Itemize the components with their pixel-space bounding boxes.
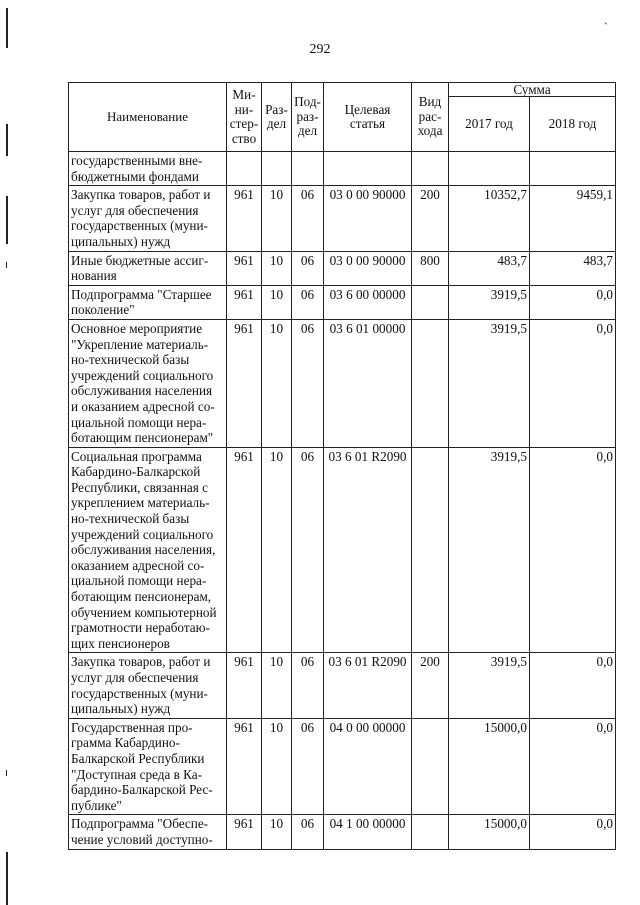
- row-sum-2018: 0,0: [530, 718, 616, 815]
- row-section: 10: [262, 251, 292, 285]
- row-name: Закупка товаров, работ и услуг для обеспечения государственных (муни- ципальных) нужд: [69, 186, 227, 251]
- header-ministry: Ми- ни- стер- ство: [227, 83, 262, 152]
- row-ministry: 961: [227, 186, 262, 251]
- row-expense-type: [412, 718, 449, 815]
- row-subsection: 06: [292, 319, 324, 447]
- header-name: Наименование: [69, 83, 227, 152]
- row-sum-2018: 483,7: [530, 251, 616, 285]
- table-row: [69, 319, 616, 447]
- row-section: 10: [262, 186, 292, 251]
- row-ministry: 961: [227, 285, 262, 319]
- row-sum-2018: [530, 152, 616, 186]
- margin-mark: [6, 124, 8, 156]
- row-ministry: 961: [227, 319, 262, 447]
- row-name: Подпрограмма "Обеспе- чение условий доступно-: [69, 815, 227, 849]
- row-section: 10: [262, 285, 292, 319]
- row-section: [262, 152, 292, 186]
- row-target-article: 03 6 01 00000: [324, 319, 412, 447]
- row-expense-type: [412, 152, 449, 186]
- row-ministry: 961: [227, 718, 262, 815]
- row-target-article: 03 6 01 R2090: [324, 447, 412, 653]
- header-sum: Сумма: [449, 83, 616, 97]
- row-expense-type: 200: [412, 186, 449, 251]
- row-subsection: 06: [292, 718, 324, 815]
- row-sum-2018: 0,0: [530, 447, 616, 653]
- row-sum-2017: 15000,0: [449, 718, 530, 815]
- row-subsection: [292, 152, 324, 186]
- table-row: [69, 251, 616, 285]
- row-name: Социальная программа Кабардино-Балкарской Республики, связанная с укреплением материаль- но-технической базы учреждений социального обслуживания населения, оказанием адресной со- циальной помощи нера- ботающим пенсионерам, обучением компьютерной грамотности неработаю- щих пенсионеров: [69, 447, 227, 653]
- row-subsection: 06: [292, 285, 324, 319]
- row-sum-2018: 9459,1: [530, 186, 616, 251]
- row-target-article: 03 6 01 R2090: [324, 653, 412, 718]
- row-expense-type: [412, 815, 449, 849]
- row-name: Подпрограмма "Старшее поколение": [69, 285, 227, 319]
- row-section: 10: [262, 815, 292, 849]
- row-sum-2018: 0,0: [530, 815, 616, 849]
- row-expense-type: [412, 319, 449, 447]
- row-sum-2017: 3919,5: [449, 285, 530, 319]
- row-target-article: 04 1 00 00000: [324, 815, 412, 849]
- header-section: Раз- дел: [262, 83, 292, 152]
- row-expense-type: [412, 285, 449, 319]
- row-name: Закупка товаров, работ и услуг для обеспечения государственных (муни- ципальных) нужд: [69, 653, 227, 718]
- row-sum-2018: 0,0: [530, 653, 616, 718]
- row-sum-2017: 3919,5: [449, 653, 530, 718]
- header-year-2018: 2018 год: [530, 97, 616, 152]
- row-sum-2017: 3919,5: [449, 447, 530, 653]
- row-subsection: 06: [292, 447, 324, 653]
- row-sum-2018: 0,0: [530, 319, 616, 447]
- margin-mark: [6, 262, 7, 268]
- budget-table: [68, 82, 616, 850]
- row-subsection: 06: [292, 251, 324, 285]
- margin-mark: [6, 770, 7, 776]
- row-expense-type: 200: [412, 653, 449, 718]
- row-subsection: 06: [292, 815, 324, 849]
- row-sum-2017: 483,7: [449, 251, 530, 285]
- row-ministry: [227, 152, 262, 186]
- row-target-article: [324, 152, 412, 186]
- table-row: [69, 447, 616, 653]
- row-section: 10: [262, 653, 292, 718]
- row-section: 10: [262, 319, 292, 447]
- header-year-2017: 2017 год: [449, 97, 530, 152]
- row-target-article: 03 0 00 90000: [324, 186, 412, 251]
- row-section: 10: [262, 447, 292, 653]
- row-target-article: 04 0 00 00000: [324, 718, 412, 815]
- row-name: Иные бюджетные ассиг- нования: [69, 251, 227, 285]
- row-target-article: 03 0 00 90000: [324, 251, 412, 285]
- table-row: [69, 718, 616, 815]
- row-expense-type: 800: [412, 251, 449, 285]
- row-subsection: 06: [292, 186, 324, 251]
- row-sum-2017: 10352,7: [449, 186, 530, 251]
- table-row: [69, 815, 616, 849]
- row-sum-2017: 3919,5: [449, 319, 530, 447]
- header-expense-type: Вид рас- хода: [412, 83, 449, 152]
- page-number: 292: [309, 42, 331, 57]
- row-expense-type: [412, 447, 449, 653]
- table-row: [69, 186, 616, 251]
- table-row: [69, 152, 616, 186]
- row-target-article: 03 6 00 00000: [324, 285, 412, 319]
- margin-mark: [6, 196, 8, 244]
- row-sum-2017: 15000,0: [449, 815, 530, 849]
- row-name: Государственная про- грамма Кабардино- Балкарской Республики "Доступная среда в Ка- бардино-Балкарской Рес- публике": [69, 718, 227, 815]
- table-row: [69, 653, 616, 718]
- row-sum-2017: [449, 152, 530, 186]
- table-row: [69, 285, 616, 319]
- row-sum-2018: 0,0: [530, 285, 616, 319]
- row-section: 10: [262, 718, 292, 815]
- row-ministry: 961: [227, 815, 262, 849]
- margin-mark: [6, 852, 8, 905]
- row-name: государственными вне- бюджетными фондами: [69, 152, 227, 186]
- row-ministry: 961: [227, 447, 262, 653]
- corner-mark: `: [604, 20, 608, 34]
- row-ministry: 961: [227, 653, 262, 718]
- row-ministry: 961: [227, 251, 262, 285]
- margin-mark: [6, 8, 8, 48]
- header-target-article: Целевая статья: [324, 83, 412, 152]
- header-subsection: Под- раз- дел: [292, 83, 324, 152]
- table-body: [69, 152, 616, 850]
- row-name: Основное мероприятие "Укрепление материаль- но-технической базы учреждений социального обслуживания населения и оказанием адресной со- циальной помощи нера- ботающим пенсионерам": [69, 319, 227, 447]
- row-subsection: 06: [292, 653, 324, 718]
